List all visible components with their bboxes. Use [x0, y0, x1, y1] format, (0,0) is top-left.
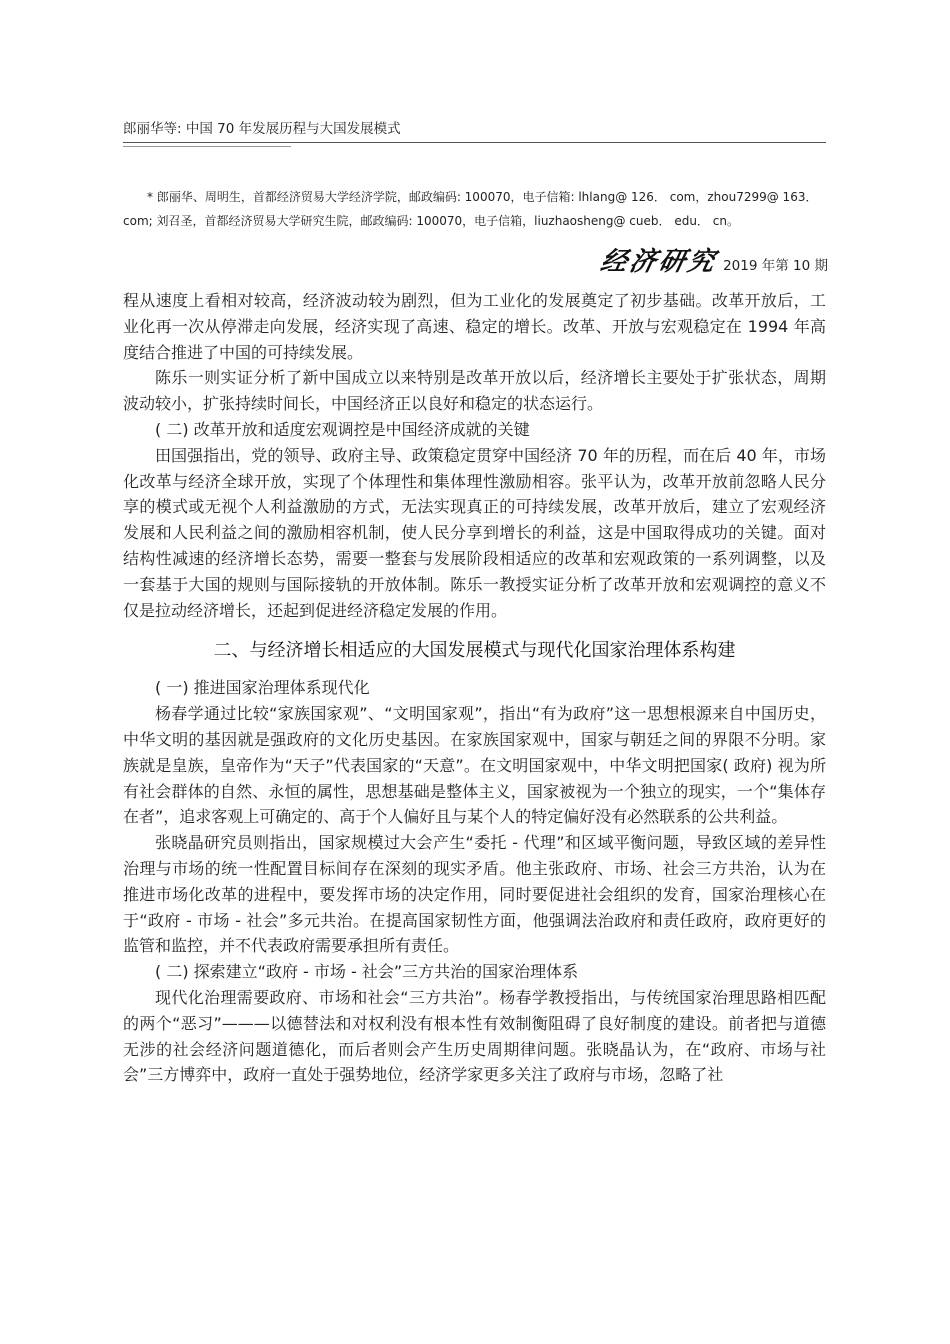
journal-masthead [597, 245, 828, 277]
article-body [123, 288, 826, 1088]
subsection-heading: ( 一) 推进国家治理体系现代化 [155, 678, 370, 698]
author-footnote: * 郎丽华、周明生，首都经济贸易大学经济学院，邮政编码: 100070，电子信箱: lhlang@ 126． com，zhou7299@ 163． com; 刘召圣，首都经济贸易大学研究生院，邮政编码: 100070，电子信箱，liuzhaosheng@ cueb． edu． cn。 [123, 190, 818, 228]
section-title: 二、与经济增长相适应的大国发展模式与现代化国家治理体系构建 [213, 640, 736, 662]
header-rule [123, 146, 291, 147]
paragraph: 陈乐一则实证分析了新中国成立以来特别是改革开放以后，经济增长主要处于扩张状态，周期波动较小，扩张持续时间长，中国经济正以良好和稳定的状态运行。 [123, 368, 826, 414]
issue-label: 2019 年第 10 期 [723, 258, 828, 274]
running-header: 郎丽华等: 中国 70 年发展历程与大国发展模式 [123, 118, 826, 143]
subsection-heading: ( 二) 探索建立“政府 - 市场 - 社会”三方共治的国家治理体系 [155, 962, 579, 982]
paragraph: 现代化治理需要政府、市场和社会“三方共治”。杨春学教授指出，与传统国家治理思路相匹配的两个“恶习”———以德替法和对权利没有根本性有效制衡阻碍了良好制度的建设。前者把与道德无涉的社会经济问题道德化，而后者则会产生历史周期律问题。张晓晶认为，在“政府、市场与社会”三方博弈中，政府一直处于强势地位，经济学家更多关注了政府与市场，忽略了社 [123, 987, 826, 1085]
subsection-heading: ( 二) 改革开放和适度宏观调控是中国经济成就的关键 [155, 419, 530, 439]
paragraph: 田国强指出，党的领导、政府主导、政策稳定贯穿中国经济 70 年的历程，而在后 40 年，市场化改革与经济全球开放，实现了个体理性和集体理性激励相容。张平认为，改革开放前忽略人民分享的模式或无视个人利益激励的方式，无法实现真正的可持续发展，改革开放后，建立了宏观经济发展和人民利益之间的激励相容机制，使人民分享到增长的利益，这是中国取得成功的关键。面对结构性减速的经济增长态势，需要一整套与发展阶段相适应的改革和宏观政策的一系列调整，以及一套基于大国的规则与国际接轨的开放体制。陈乐一教授实证分析了改革开放和宏观调控的意义不仅是拉动经济增长，还起到促进经济稳定发展的作用。 [123, 445, 826, 620]
paragraph: 杨春学通过比较“家族国家观”、“文明国家观”，指出“有为政府”这一思想根源来自中国历史，中华文明的基因就是强政府的文化历史基因。在家族国家观中，国家与朝廷之间的界限不分明。家族就是皇族，皇帝作为“天子”代表国家的“天意”。在文明国家观中，中华文明把国家( 政府) 视为所有社会群体的自然、永恒的属性，思想基础是整体主义，国家被视为一个独立的现实，一个“集体存在者”，追求客观上可确定的、高于个人偏好且与某个人的特定偏好没有必然联系的公共利益。 [123, 704, 826, 827]
paragraph: 张晓晶研究员则指出，国家规模过大会产生“委托 - 代理”和区域平衡问题，导致区域的差异性治理与市场的统一性配置目标间存在深刻的现实矛盾。他主张政府、市场、社会三方共治，认为在推进市场化改革的进程中，要发挥市场的决定作用，同时要促进社会组织的发育，国家治理核心在于“政府 - 市场 - 社会”多元共治。在提高国家韧性方面，他强调法治政府和责任政府，政府更好的监管和监控，并不代表政府需要承担所有责任。 [123, 833, 826, 956]
paragraph: 程从速度上看相对较高，经济波动较为剧烈，但为工业化的发展奠定了初步基础。改革开放后，工业化再一次从停滞走向发展，经济实现了高速、稳定的增长。改革、开放与宏观稳定在 1994 年高度结合推进了中国的可持续发展。 [123, 291, 826, 362]
journal-logo: 经济研究 [597, 247, 721, 277]
